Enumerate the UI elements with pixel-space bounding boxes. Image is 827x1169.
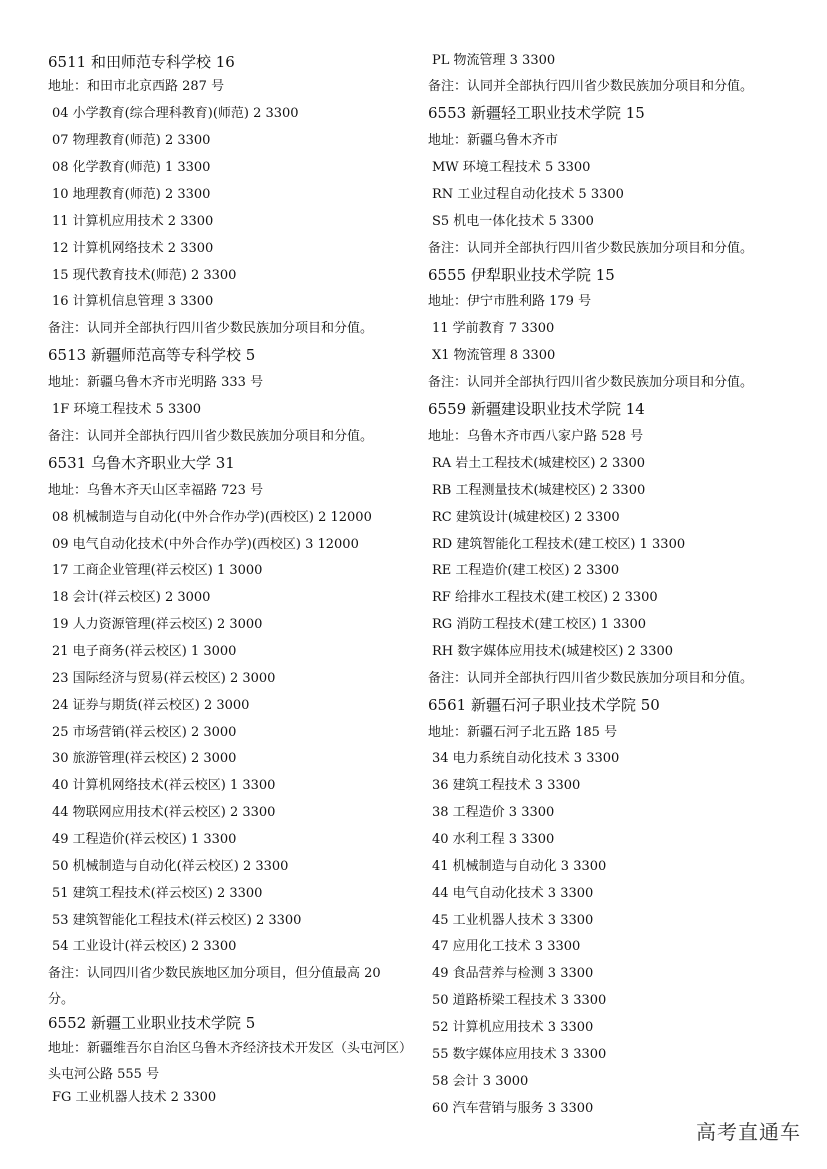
major-item: MW 环境工程技术 5 3300 (432, 160, 591, 175)
major-item: 54 工业设计(祥云校区) 2 3300 (52, 939, 237, 954)
major-item: 18 会计(祥云校区) 2 3000 (52, 590, 211, 605)
major-item: 07 物理教育(师范) 2 3300 (52, 133, 211, 148)
major-item: 04 小学教育(综合理科教育)(师范) 2 3300 (52, 106, 299, 121)
major-item: RG 消防工程技术(建工校区) 1 3300 (432, 617, 647, 632)
major-item: 11 学前教育 7 3300 (432, 321, 555, 336)
major-item: RE 工程造价(建工校区) 2 3300 (432, 563, 620, 578)
major-item: 19 人力资源管理(祥云校区) 2 3000 (52, 617, 263, 632)
major-item: 34 电力系统自动化技术 3 3300 (432, 751, 620, 766)
major-item: 10 地理教育(师范) 2 3300 (52, 187, 211, 202)
major-item: 09 电气自动化技术(中外合作办学)(西校区) 3 12000 (52, 537, 359, 552)
major-item: 47 应用化工技术 3 3300 (432, 939, 581, 954)
major-item: 17 工商企业管理(祥云校区) 1 3000 (52, 563, 263, 578)
major-item: RN 工业过程自动化技术 5 3300 (432, 187, 624, 202)
note: 备注：认同并全部执行四川省少数民族加分项目和分值。 (428, 671, 754, 686)
major-item: PL 物流管理 3 3300 (432, 53, 556, 68)
major-item: 44 电气自动化技术 3 3300 (432, 886, 594, 901)
major-item: 16 计算机信息管理 3 3300 (52, 294, 214, 309)
school-address: 地址：和田市北京西路 287 号 (48, 79, 225, 94)
major-item: RF 给排水工程技术(建工校区) 2 3300 (432, 590, 658, 605)
major-item: 25 市场营销(祥云校区) 2 3000 (52, 725, 237, 740)
school-address: 地址：新疆乌鲁木齐市光明路 333 号 (48, 375, 264, 390)
school-address: 地址：乌鲁木齐天山区幸福路 723 号 (48, 483, 264, 498)
major-item: 55 数字媒体应用技术 3 3300 (432, 1047, 607, 1062)
major-item: 40 水利工程 3 3300 (432, 832, 555, 847)
major-item: 36 建筑工程技术 3 3300 (432, 778, 581, 793)
school-heading: 6559 新疆建设职业技术学院 14 (428, 400, 645, 418)
school-heading: 6531 乌鲁木齐职业大学 31 (48, 454, 235, 472)
major-item: 1F 环境工程技术 5 3300 (52, 402, 202, 417)
major-item: 45 工业机器人技术 3 3300 (432, 913, 594, 928)
note: 备注：认同并全部执行四川省少数民族加分项目和分值。 (48, 429, 374, 444)
major-item: 23 国际经济与贸易(祥云校区) 2 3000 (52, 671, 276, 686)
note: 备注：认同并全部执行四川省少数民族加分项目和分值。 (428, 241, 754, 256)
watermark: 高考直通车 (696, 1120, 801, 1144)
major-item: 40 计算机网络技术(祥云校区) 1 3300 (52, 778, 276, 793)
major-item: 52 计算机应用技术 3 3300 (432, 1020, 594, 1035)
note: 备注：认同并全部执行四川省少数民族加分项目和分值。 (48, 321, 374, 336)
note: 备注：认同并全部执行四川省少数民族加分项目和分值。 (428, 79, 754, 94)
major-item: FG 工业机器人技术 2 3300 (52, 1090, 217, 1105)
major-item: RH 数字媒体应用技术(城建校区) 2 3300 (432, 644, 674, 659)
school-heading: 6553 新疆轻工职业技术学院 15 (428, 104, 645, 122)
major-item: RB 工程测量技术(城建校区) 2 3300 (432, 483, 646, 498)
major-item: 49 工程造价(祥云校区) 1 3300 (52, 832, 237, 847)
major-item: S5 机电一体化技术 5 3300 (432, 214, 594, 229)
major-item: 50 机械制造与自动化(祥云校区) 2 3300 (52, 859, 289, 874)
major-item: 08 化学教育(师范) 1 3300 (52, 160, 211, 175)
note: 备注：认同四川省少数民族地区加分项目，但分值最高 20 分。 (48, 966, 381, 1007)
major-item: RA 岩土工程技术(城建校区) 2 3300 (432, 456, 646, 471)
major-item: 53 建筑智能化工程技术(祥云校区) 2 3300 (52, 913, 302, 928)
school-heading: 6552 新疆工业职业技术学院 5 (48, 1014, 256, 1032)
school-address: 地址：新疆乌鲁木齐市 (428, 133, 559, 148)
school-address: 地址：乌鲁木齐市西八家户路 528 号 (428, 429, 644, 444)
school-address: 地址：新疆石河子北五路 185 号 (428, 725, 618, 740)
note: 备注：认同并全部执行四川省少数民族加分项目和分值。 (428, 375, 754, 390)
major-item: 44 物联网应用技术(祥云校区) 2 3300 (52, 805, 276, 820)
major-item: 11 计算机应用技术 2 3300 (52, 214, 214, 229)
major-item: 41 机械制造与自动化 3 3300 (432, 859, 607, 874)
major-item: 12 计算机网络技术 2 3300 (52, 241, 214, 256)
major-item: 60 汽车营销与服务 3 3300 (432, 1101, 594, 1116)
major-item: 15 现代教育技术(师范) 2 3300 (52, 268, 237, 283)
major-item: RC 建筑设计(城建校区) 2 3300 (432, 510, 620, 525)
school-heading: 6555 伊犁职业技术学院 15 (428, 266, 615, 284)
major-item: 50 道路桥梁工程技术 3 3300 (432, 993, 607, 1008)
school-heading: 6513 新疆师范高等专科学校 5 (48, 346, 256, 364)
major-item: 51 建筑工程技术(祥云校区) 2 3300 (52, 886, 263, 901)
major-item: 49 食品营养与检测 3 3300 (432, 966, 594, 981)
major-item: 30 旅游管理(祥云校区) 2 3000 (52, 751, 237, 766)
major-item: 24 证券与期货(祥云校区) 2 3000 (52, 698, 250, 713)
school-address: 地址：伊宁市胜利路 179 号 (428, 294, 592, 309)
school-address: 地址：新疆维吾尔自治区乌鲁木齐经济技术开发区（头屯河区）头屯河公路 555 号 (48, 1041, 406, 1082)
major-item: 21 电子商务(祥云校区) 1 3000 (52, 644, 237, 659)
major-item: 58 会计 3 3000 (432, 1074, 529, 1089)
major-item: 38 工程造价 3 3300 (432, 805, 555, 820)
major-item: 08 机械制造与自动化(中外合作办学)(西校区) 2 12000 (52, 510, 372, 525)
school-heading: 6561 新疆石河子职业技术学院 50 (428, 696, 660, 714)
major-item: RD 建筑智能化工程技术(建工校区) 1 3300 (432, 537, 686, 552)
school-heading: 6511 和田师范专科学校 16 (48, 53, 235, 71)
major-item: X1 物流管理 8 3300 (432, 348, 556, 363)
